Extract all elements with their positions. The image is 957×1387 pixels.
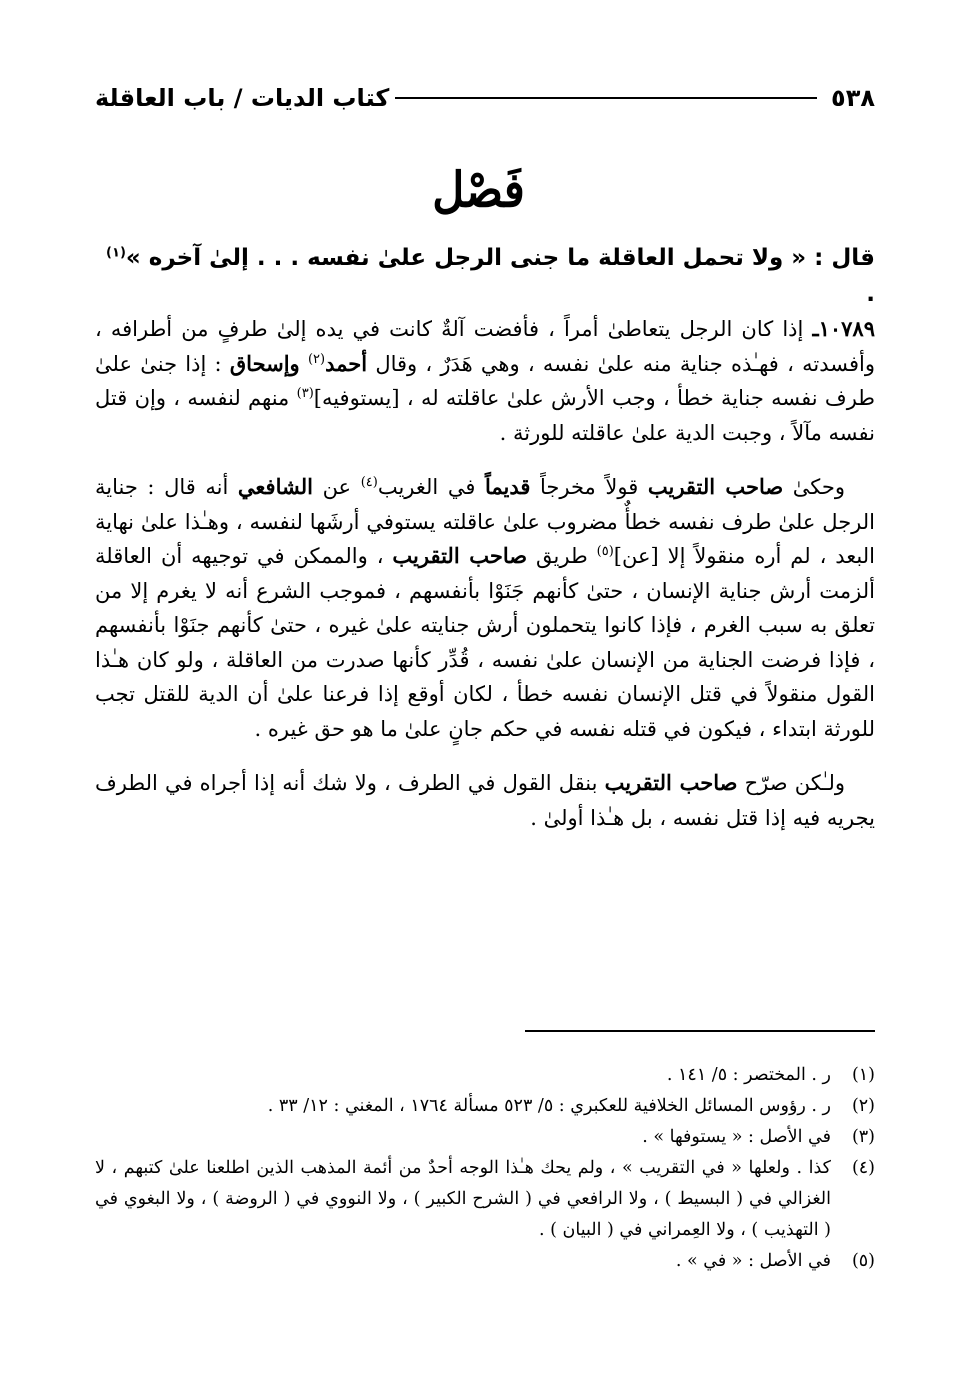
p2-text-a: وحكىٰ: [783, 475, 846, 499]
person-name: أحمد: [325, 350, 368, 376]
main-text: [95, 312, 875, 855]
running-title: كتاب الديات / باب العاقلة: [95, 84, 390, 112]
footnote-item: [95, 1091, 875, 1122]
footnote-item: [95, 1060, 875, 1091]
section-ornament: [0, 162, 957, 219]
p3-text-b: بنقل القول في الطرف ، ولا شك أنه إذا أجراه في الطرف يجريه فيه إذا قتل نفسه ، بل هـٰذا أولىٰ .: [95, 771, 875, 830]
footnote-number: (٣): [851, 1127, 875, 1147]
header-rule: [395, 97, 817, 99]
footnote-number: (٢): [851, 1096, 875, 1116]
person-name: صاحب التقريب: [604, 770, 738, 795]
p2-text-d: عن: [312, 475, 361, 499]
footnote-ref: (٥): [596, 544, 614, 559]
footnote-ref: (٤): [360, 475, 378, 490]
paragraph-1: [95, 312, 875, 450]
p2-text-f: طريق: [527, 544, 597, 568]
heading-text: قال : « ولا تحمل العاقلة ما جنى الرجل علىٰ نفسه . . . إلىٰ آخره »: [125, 245, 875, 271]
paragraph-number: ١٠٧٨٩ـ: [812, 316, 875, 341]
footnote-text: في الأصل : « في » .: [675, 1251, 831, 1271]
section-heading: [95, 240, 875, 312]
p3-text-a: ولـٰكن صرّح: [737, 771, 846, 795]
p2-text-b: قولاً مخرجاً: [530, 475, 648, 499]
footnote-item: [95, 1246, 875, 1277]
footnote-number: (٥): [851, 1251, 875, 1271]
heading-footnote-ref: (١): [106, 245, 126, 261]
footnote-number: (٤): [851, 1158, 875, 1178]
paragraph-2: [95, 470, 875, 746]
heading-tail: .: [866, 281, 875, 307]
footnote-item: [95, 1122, 875, 1153]
p1-text-c: : إذا جنىٰ علىٰ طرف نفسه جناية خطأ ، وجب الأرش علىٰ عاقلته له ، [يستوفيه]: [95, 351, 875, 410]
person-name: صاحب التقريب: [647, 474, 784, 499]
page-number: ٥٣٨: [831, 84, 875, 112]
footnote-text: ر . المختصر : ٥/ ١٤١ .: [666, 1065, 831, 1085]
footnotes: [95, 1060, 875, 1277]
emphasis-word: قديماً: [484, 474, 531, 499]
person-name: وإسحاق: [229, 350, 300, 376]
p2-text-g: ، والممكن في توجيهه أن العاقلة ألزمت أرش جناية الإنسان ، حتىٰ كأنهم جَنَوْا بأنفسهم ، فموجب الشرع أنه لا يغرم إلا من تعلق به سبب الغرم ، فإذا كانوا يتحملون أرش جنايته علىٰ غيره ، حتىٰ كأنهم جنَوْا بأنفسهم ، فإذا فرضت الجناية من الإنسان علىٰ نفسه ، قُدِّر كأنها صدرت من العاقلة ، ولو كان هـٰذا القول منقولاً في قتل الإنسان نفسه خطأ ، لكان أوقع إذا فرعنا علىٰ أن الدية للقتل تجب للورثة ابتداء ، فيكون في قتله نفسه في حكم جانٍ علىٰ ما هو حق غيره .: [95, 544, 875, 741]
person-name: صاحب التقريب: [392, 543, 528, 568]
footnote-text: في الأصل : « يستوفها » .: [642, 1127, 831, 1147]
running-header: [95, 78, 875, 118]
p1-text-a: إذا كان الرجل يتعاطىٰ أمراً ، فأفضت آلةٌ كانت في يده إلىٰ طرفٍ من أطرافه ، وأفسدته ، فهـٰذه جناية منه علىٰ نفسه ، وهي هَدَرٌ ، وقال: [95, 317, 875, 376]
footnote-item: [95, 1153, 875, 1246]
p1-text-d: منهم لنفسه ، وإن قتل نفسه مآلاً ، وجبت الدية علىٰ عاقلته للورثة .: [95, 386, 875, 445]
paragraph-3: [95, 766, 875, 835]
footnote-number: (١): [851, 1065, 875, 1085]
footnote-ref: (٢): [307, 351, 326, 367]
person-name: الشافعي: [237, 474, 313, 499]
p2-text-e: أنه قال : جناية الرجل علىٰ طرف نفسه خطأٌ مضروب علىٰ عاقلته يستوفي أرشَها لنفسه ، وهـٰذا علىٰ نهاية البعد ، لم أره منقولاً إلا [عن]: [95, 475, 876, 568]
footnote-text: ر . رؤوس المسائل الخلافية للعكبري : ٥/ ٥٢٣ مسألة ١٧٦٤ ، المغني : ١٢/ ٣٣ .: [267, 1096, 831, 1116]
footnote-text: كذا . ولعلها « في التقريب » ، ولم يحك هـٰذا الوجه أحدٌ من أئمة المذهب الذين اطلعنا علىٰ كتبهم ، لا الغزالي في ( البسيط ) ، ولا الرافعي في ( الشرح الكبير ) ، ولا النووي في ( الروضة ) ، ولا البغوي في ( التهذيب ) ، ولا العِمراني في ( البيان ) .: [95, 1158, 831, 1240]
p1-text-b: [300, 352, 308, 376]
footnote-ref: (٣): [296, 386, 314, 401]
p2-text-c: في الغريب: [377, 475, 485, 499]
section-ornament-text: فَصْل: [432, 162, 525, 219]
